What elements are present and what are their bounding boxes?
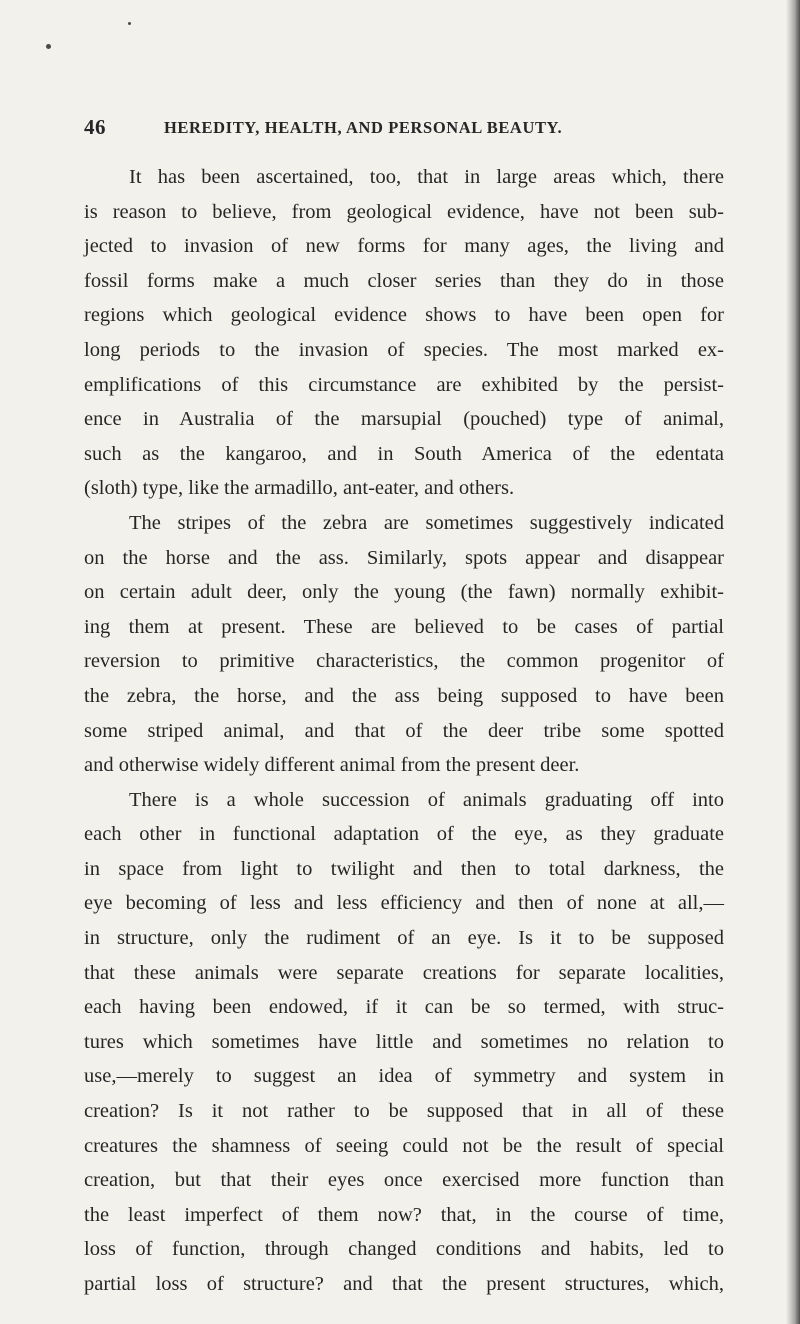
text-line: (sloth) type, like the armadillo, ant-eater, and others.: [84, 477, 515, 500]
text-line: jected to invasion of new forms for many ages, the living and: [84, 235, 724, 258]
text-line: such as the kangaroo, and in South America of the edentata: [84, 442, 724, 465]
text-line: the least imperfect of them now? that, in the course of time,: [84, 1203, 724, 1226]
text-line: ing them at present. These are believed to be cases of partial: [84, 615, 724, 638]
text-line: the zebra, the horse, and the ass being supposed to have been: [84, 684, 724, 707]
text-line: some striped animal, and that of the deer tribe some spotted: [84, 719, 724, 742]
text-line: regions which geological evidence shows to have been open for: [84, 304, 724, 327]
body-text: [84, 160, 724, 1302]
text-line: emplifications of this circumstance are exhibited by the persist-: [84, 373, 724, 396]
text-line: each other in functional adaptation of the eye, as they graduate: [84, 823, 724, 846]
text-line: on the horse and the ass. Similarly, spots appear and disappear: [84, 546, 724, 569]
text-line: It has been ascertained, too, that in large areas which, there: [129, 166, 724, 188]
page-number: 46: [84, 115, 106, 139]
text-line: that these animals were separate creations for separate localities,: [84, 961, 724, 984]
text-line: creatures the shamness of seeing could not be the result of special: [84, 1134, 724, 1157]
text-line: creation, but that their eyes once exercised more function than: [84, 1169, 724, 1192]
text-line: in structure, only the rudiment of an eye. Is it to be supposed: [84, 927, 724, 950]
text-line: each having been endowed, if it can be so termed, with struc-: [84, 996, 724, 1019]
page-header: [84, 115, 724, 145]
text-line: is reason to believe, from geological evidence, have not been sub-: [84, 200, 724, 223]
text-line: in space from light to twilight and then to total darkness, the: [84, 857, 724, 880]
text-line: reversion to primitive characteristics, the common progenitor of: [84, 650, 724, 673]
text-line: use,—merely to suggest an idea of symmetry and system in: [84, 1065, 724, 1088]
text-line: on certain adult deer, only the young (the fawn) normally exhibit-: [84, 581, 724, 604]
scan-speck: [46, 44, 51, 49]
text-line: The stripes of the zebra are sometimes suggestively indicated: [129, 511, 724, 534]
text-line: partial loss of structure? and that the present structures, which,: [84, 1273, 724, 1295]
text-line: ence in Australia of the marsupial (pouched) type of animal,: [84, 408, 724, 431]
text-line: creation? Is it not rather to be supposed that in all of these: [84, 1100, 724, 1123]
text-line: and otherwise widely different animal from the present deer.: [84, 754, 580, 777]
scan-speck: [128, 22, 131, 25]
running-head: HEREDITY, HEALTH, AND PERSONAL BEAUTY.: [164, 118, 563, 137]
text-line: loss of function, through changed conditions and habits, led to: [84, 1238, 724, 1261]
page-edge-shadow: [786, 0, 800, 1324]
text-line: eye becoming of less and less efficiency and then of none at all,—: [84, 892, 724, 915]
text-line: tures which sometimes have little and sometimes no relation to: [84, 1030, 724, 1053]
text-line: long periods to the invasion of species. The most marked ex-: [84, 338, 724, 361]
text-line: fossil forms make a much closer series than they do in those: [84, 269, 724, 292]
text-line: There is a whole succession of animals graduating off into: [129, 788, 724, 811]
